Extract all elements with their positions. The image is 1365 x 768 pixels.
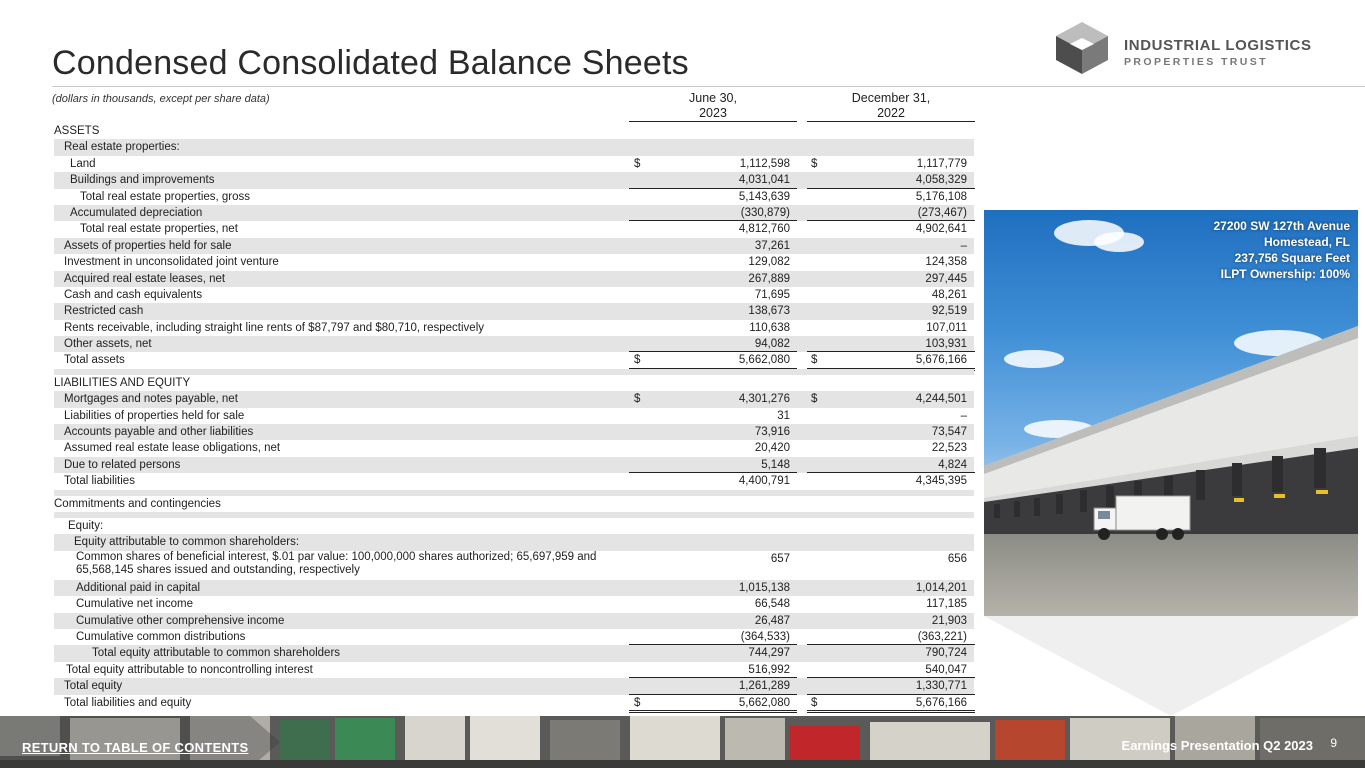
row-label: Accumulated depreciation [70,206,203,219]
value-december-2022: 790,724 [925,647,967,660]
property-ownership: ILPT Ownership: 100% [1220,267,1350,281]
row-label: LIABILITIES AND EQUITY [54,376,191,389]
property-photo [984,210,1358,616]
table-row [54,238,974,254]
value-december-2022: 5,676,166 [915,696,967,709]
photo-caption [1213,218,1350,282]
table-row [54,172,974,188]
table-row [54,156,974,172]
table-row [54,408,974,424]
value-june-2023: 66,548 [754,598,790,611]
double-underline [807,712,975,713]
row-label: Commitments and contingencies [54,497,221,510]
row-label: Due to related persons [64,458,181,471]
row-label: Total liabilities [64,475,135,488]
presentation-label: Earnings Presentation Q2 2023 [1121,738,1313,753]
row-label: Acquired real estate leases, net [64,272,226,285]
table-row [54,205,974,221]
table-row [54,662,974,678]
table-row [54,496,974,512]
parking-lot [984,534,1358,616]
table-row [54,695,974,711]
table-row [54,271,974,287]
col2-month: December 31, [851,91,931,105]
value-june-2023: 26,487 [754,614,790,627]
value-december-2022: (363,221) [917,630,967,643]
photo-chevron-shadow [984,616,1358,716]
property-city: Homestead, FL [1263,235,1350,249]
row-label: Total equity [64,680,123,693]
dollar-sign: $ [811,157,818,170]
dollar-sign: $ [634,157,641,170]
table-row [54,189,974,205]
value-june-2023: 4,812,760 [738,223,790,236]
row-label: Cumulative common distributions [76,630,246,643]
table-row [54,580,974,596]
value-june-2023: 37,261 [754,239,790,252]
table-row [54,254,974,270]
row-label: Cumulative net income [76,598,193,611]
row-label: Land [70,157,96,170]
col2-year: 2022 [877,106,905,120]
value-june-2023: 1,015,138 [738,581,790,594]
value-december-2022: 540,047 [925,663,967,676]
cloud [1094,232,1144,252]
table-row [54,375,974,391]
row-label: ASSETS [54,125,100,137]
table-row [54,678,974,694]
table-row [54,440,974,456]
value-june-2023: 5,143,639 [738,190,790,203]
row-label: Assumed real estate lease obligations, net [64,442,281,455]
dollar-sign: $ [811,354,818,367]
logo-subtitle: PROPERTIES TRUST [1124,56,1268,68]
dollar-sign: $ [634,696,641,709]
logo-name: INDUSTRIAL LOGISTICS [1124,37,1312,54]
value-june-2023: 4,400,791 [738,475,790,488]
column-header-december-2022 [807,91,975,121]
units-note: (dollars in thousands, except per share data) [52,93,270,105]
value-december-2022: 22,523 [931,442,967,455]
value-june-2023: 267,889 [748,272,790,285]
value-december-2022: 4,244,501 [915,393,967,406]
row-label: Mortgages and notes payable, net [64,393,238,406]
total-underline [807,710,975,711]
value-june-2023: 4,301,276 [738,393,790,406]
row-label: Other assets, net [64,338,152,351]
value-june-2023: 744,297 [748,647,790,660]
table-row [54,221,974,237]
column-header-june-2023 [629,91,797,121]
row-label: Real estate properties: [64,141,180,154]
value-december-2022: 92,519 [931,305,967,318]
property-address: 27200 SW 127th Avenue [1213,219,1350,233]
value-december-2022: 5,176,108 [915,190,967,203]
table-row [54,303,974,319]
property-square-feet: 237,756 Square Feet [1234,251,1350,265]
row-label: Additional paid in capital [76,581,201,594]
logo-cube-icon [1054,20,1110,76]
table-row [54,424,974,440]
title-divider [52,86,1365,87]
value-december-2022: 4,058,329 [915,174,967,187]
company-logo [1054,20,1354,76]
truck-icon [1092,494,1192,542]
footer-banner [0,716,1365,768]
value-december-2022: 124,358 [925,256,967,269]
table-row [54,457,974,473]
row-label: Rents receivable, including straight line rents of $87,797 and $80,710, respectively [64,321,485,334]
value-june-2023: 657 [770,552,790,565]
value-june-2023: 94,082 [754,338,790,351]
row-label: Buildings and improvements [70,174,215,187]
value-june-2023: 5,662,080 [738,696,790,709]
value-december-2022: 73,547 [931,426,967,439]
dollar-sign: $ [811,393,818,406]
table-row [54,645,974,661]
row-label: Investment in unconsolidated joint venture [64,256,279,269]
row-label: Accounts payable and other liabilities [64,426,254,439]
value-june-2023: 1,112,598 [739,157,790,170]
value-december-2022: 4,902,641 [915,223,967,236]
return-to-contents-link[interactable]: RETURN TO TABLE OF CONTENTS [22,740,249,755]
page-title: Condensed Consolidated Balance Sheets [52,44,689,82]
value-december-2022: 4,345,395 [915,475,967,488]
dollar-sign: $ [634,393,641,406]
value-june-2023: (364,533) [740,630,790,643]
row-label: Total equity attributable to common shareholders [92,647,341,660]
table-row [54,391,974,407]
page-number: 9 [1330,736,1337,750]
value-june-2023: 5,662,080 [738,354,790,367]
balance-sheet-table [54,123,974,711]
column-header-underline [807,121,975,122]
value-june-2023: (330,879) [740,206,790,219]
row-label: Cash and cash equivalents [64,288,203,301]
value-december-2022: 107,011 [926,321,967,334]
table-row [54,596,974,612]
table-row [54,123,974,139]
value-december-2022: 21,903 [931,614,967,627]
table-row [54,518,974,534]
value-december-2022: 656 [947,552,967,565]
value-december-2022: 4,824 [938,458,967,471]
col1-year: 2023 [699,106,727,120]
row-label: Total assets [64,354,125,367]
value-december-2022: 1,330,771 [915,680,967,693]
value-december-2022: 297,445 [925,272,967,285]
value-december-2022: 1,014,201 [915,581,967,594]
table-row [54,534,974,550]
row-label: Total liabilities and equity [64,696,192,709]
table-row [54,287,974,303]
value-june-2023: 516,992 [748,663,790,676]
row-label: Liabilities of properties held for sale [64,409,245,422]
value-december-2022: – [960,409,967,422]
table-row [54,629,974,645]
table-row [54,473,974,489]
value-december-2022: (273,467) [917,206,967,219]
value-december-2022: 117,185 [926,598,967,611]
row-label: Equity attributable to common shareholders: [74,536,300,549]
value-june-2023: 71,695 [754,288,790,301]
double-underline [629,712,797,713]
value-june-2023: 4,031,041 [738,174,790,187]
value-december-2022: 103,931 [925,338,967,351]
table-row [54,139,974,155]
value-december-2022: – [960,239,967,252]
value-june-2023: 110,638 [749,321,790,334]
row-label: Total real estate properties, gross [80,190,251,203]
row-label: Equity: [68,519,104,532]
row-label: Common shares of beneficial interest, $.01 par value: 100,000,000 shares authorized; 65,697,959 and 65,568,145 shares issued and outstanding, respectively [76,550,597,576]
value-december-2022: 48,261 [931,288,967,301]
value-june-2023: 1,261,289 [738,680,790,693]
row-label: Restricted cash [64,305,144,318]
row-label: Assets of properties held for sale [64,239,232,252]
dollar-sign: $ [634,354,641,367]
table-row [54,320,974,336]
table-row [54,613,974,629]
row-label: Cumulative other comprehensive income [76,614,285,627]
value-june-2023: 20,420 [754,442,790,455]
value-december-2022: 1,117,779 [916,157,967,170]
value-december-2022: 5,676,166 [915,354,967,367]
total-underline [629,710,797,711]
table-row [54,336,974,352]
value-june-2023: 73,916 [754,426,790,439]
row-label: Total equity attributable to noncontrolling interest [66,663,313,676]
row-label: Total real estate properties, net [80,223,238,236]
col1-month: June 30, [689,91,737,105]
value-june-2023: 138,673 [748,305,790,318]
table-row [54,551,974,580]
value-june-2023: 129,082 [748,256,790,269]
dollar-sign: $ [811,696,818,709]
value-june-2023: 31 [777,409,790,422]
value-june-2023: 5,148 [761,458,790,471]
table-row [54,352,974,368]
column-header-underline [629,121,797,122]
